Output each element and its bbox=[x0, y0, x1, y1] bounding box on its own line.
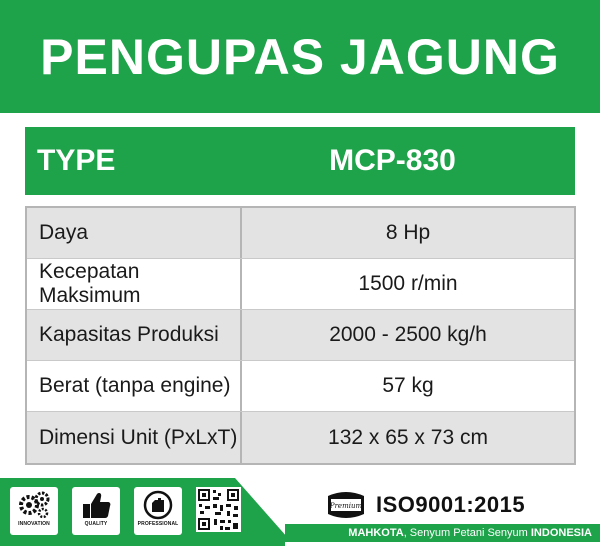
model-number: MCP-830 bbox=[329, 144, 456, 177]
type-label: TYPE bbox=[37, 144, 116, 177]
badge-label: INNOVATION bbox=[18, 521, 50, 527]
title-banner bbox=[0, 0, 600, 113]
fist-icon bbox=[141, 490, 175, 520]
spec-value: 8 Hp bbox=[385, 221, 431, 244]
quality-badge bbox=[72, 487, 120, 535]
table-row bbox=[27, 208, 574, 259]
badge-label: QUALITY bbox=[84, 521, 108, 527]
iso-label: ISO9001:2015 bbox=[376, 492, 526, 517]
qr-code-icon bbox=[196, 487, 241, 532]
table-row bbox=[27, 310, 574, 361]
spec-value: 57 kg bbox=[382, 374, 434, 397]
spec-table bbox=[25, 206, 576, 465]
spec-label: Dimensi Unit (PxLxT) bbox=[27, 412, 242, 463]
seal-text: Premium bbox=[329, 502, 363, 510]
spec-value: 132 x 65 x 73 cm bbox=[328, 425, 488, 449]
table-row bbox=[27, 361, 574, 412]
page-title: PENGUPAS JAGUNG bbox=[40, 28, 560, 85]
brand-name: MAHKOTA bbox=[348, 527, 404, 539]
spec-table-header bbox=[25, 127, 575, 195]
table-row bbox=[27, 259, 574, 310]
innovation-badge bbox=[10, 487, 58, 535]
premium-seal-icon bbox=[322, 490, 370, 520]
gears-icon bbox=[17, 490, 51, 520]
tagline-country: INDONESIA bbox=[530, 527, 592, 539]
spec-label: Kecepatan Maksimum bbox=[27, 259, 242, 309]
spec-label: Daya bbox=[27, 208, 242, 258]
professional-badge bbox=[134, 487, 182, 535]
spec-value: 1500 r/min bbox=[358, 272, 458, 295]
tagline-text: , Senyum Petani Senyum bbox=[403, 527, 531, 539]
spec-value: 2000 - 2500 kg/h bbox=[329, 323, 487, 346]
spec-label: Berat (tanpa engine) bbox=[27, 361, 242, 411]
thumbs-up-icon bbox=[79, 490, 113, 520]
iso-certification bbox=[322, 490, 525, 520]
tagline bbox=[285, 524, 600, 542]
table-row bbox=[27, 412, 574, 463]
spec-label: Kapasitas Produksi bbox=[27, 310, 242, 360]
badge-label: PROFESSIONAL bbox=[137, 521, 179, 527]
